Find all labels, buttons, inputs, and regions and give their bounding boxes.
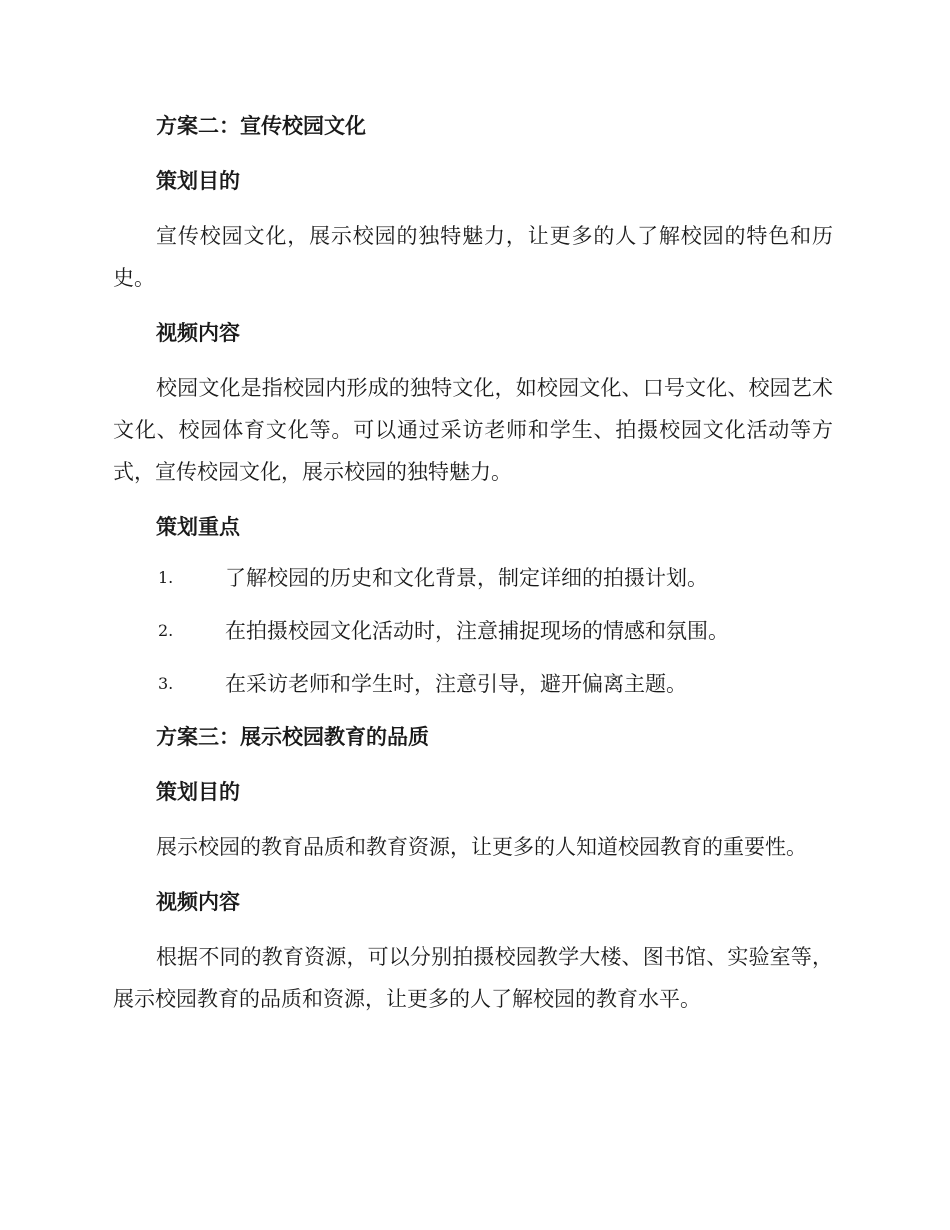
plan2-content-text: 校园文化是指校园内形成的独特文化，如校园文化、口号文化、校园艺术文化、校园体育文化等。可以通过采访老师和学生、拍摄校园文化活动等方式，宣传校园文化，展示校园的独特魅力。 — [113, 376, 833, 484]
plan2-purpose-text: 宣传校园文化，展示校园的独特魅力，让更多的人了解校园的特色和历史。 — [113, 224, 833, 290]
plan3-content-text: 根据不同的教育资源，可以分别拍摄校园教学大楼、图书馆、实验室等，展示校园教育的品质和资源，让更多的人了解校园的教育水平。 — [113, 945, 833, 1011]
plan3-purpose-heading: 策划目的 — [156, 779, 240, 804]
list-item-number: 2. — [158, 621, 174, 640]
list-item-text: 在拍摄校园文化活动时，注意捕捉现场的情感和氛围。 — [225, 619, 729, 643]
plan2-focus-heading: 策划重点 — [156, 514, 240, 539]
list-item-text: 了解校园的历史和文化背景，制定详细的拍摄计划。 — [225, 566, 708, 590]
list-item — [113, 562, 833, 594]
list-item-number: 1. — [158, 568, 174, 587]
list-item — [113, 668, 833, 700]
plan3-title: 方案三：展示校园教育的品质 — [156, 724, 429, 749]
plan3-content-heading: 视频内容 — [156, 889, 240, 914]
plan2-content-heading: 视频内容 — [156, 320, 240, 345]
list-item-text: 在采访老师和学生时，注意引导，避开偏离主题。 — [225, 672, 687, 696]
document-body — [113, 110, 833, 1038]
plan2-title: 方案二：宣传校园文化 — [156, 113, 366, 138]
list-item-number: 3. — [158, 674, 174, 693]
list-item — [113, 615, 833, 647]
plan3-purpose-text: 展示校园的教育品质和教育资源，让更多的人知道校园教育的重要性。 — [156, 835, 807, 859]
plan2-focus-list — [113, 562, 833, 700]
plan2-purpose-heading: 策划目的 — [156, 168, 240, 193]
